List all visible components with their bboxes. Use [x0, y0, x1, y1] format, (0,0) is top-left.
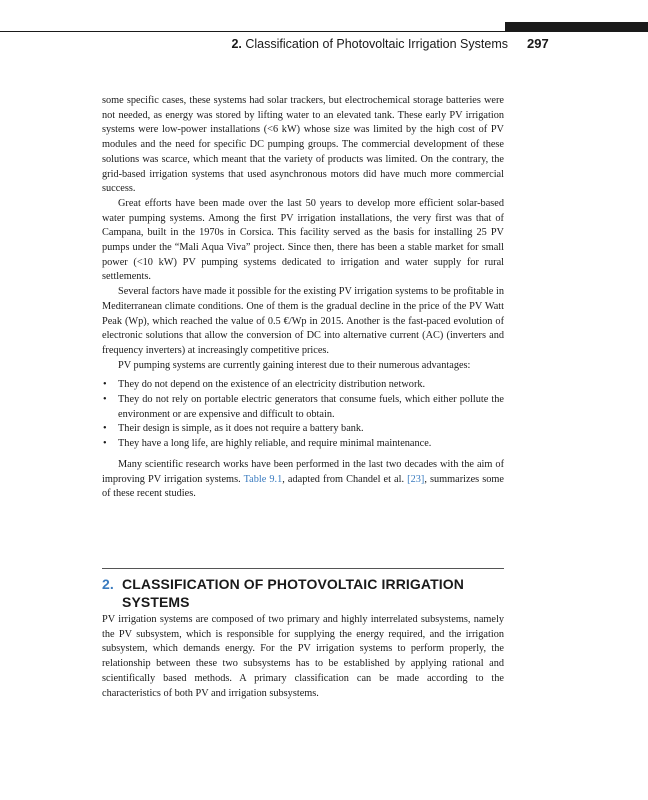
body-text: [102, 94, 504, 502]
header-rule: [0, 31, 648, 32]
list-item: • They do not rely on portable electric generators that consume fuels, which either pollute the environment or are expensive and difficult to obtain.: [102, 393, 504, 422]
list-item: • Their design is simple, as it does not require a battery bank.: [102, 422, 504, 437]
table-reference-link[interactable]: Table 9.1: [243, 473, 283, 485]
list-item: • They do not depend on the existence of an electricity distribution network.: [102, 378, 504, 393]
section-heading: [102, 575, 504, 611]
running-head-title: Classification of Photovoltaic Irrigation Systems: [245, 37, 508, 51]
paragraph-2: Great efforts have been made over the last 50 years to develop more efficient solar-based water pumping systems. Among the first PV irrigation installations, the very first was that of Campana, built in the 1970s in Corsica. This facility served as the basis for installing 25 PV pumps under the “Mali Aqua Viva” project. Since then, there has been a stable market for small power (<10 kW) PV pumping systems dedicated to irrigation and water supply for rural settlements.: [102, 197, 504, 283]
paragraph-5: [102, 458, 504, 502]
paragraph-5-text-c: , summarizes some of these recent studies.: [102, 473, 504, 500]
running-head: [231, 37, 508, 51]
section-title: CLASSIFICATION OF PHOTOVOLTAIC IRRIGATION SYSTEMS: [122, 576, 464, 610]
paragraph-3: Several factors have made it possible for the existing PV irrigation systems to be profitable in Mediterranean climate conditions. One of them is the gradual decline in the price of the PV Watt Peak (Wp), which reached the value of 0.5 €/Wp in 2015. Another is the fast-paced evolution of electronic solutions that allow the conversion of DC into alternative current (AC) (inverters and frequency inverters) at increasingly competitive prices.: [102, 286, 504, 356]
header-bar: [505, 22, 648, 31]
paragraph-4: PV pumping systems are currently gaining interest due to their numerous advantages:: [118, 359, 471, 371]
section-paragraph-1: PV irrigation systems are composed of two primary and highly interrelated subsystems, namely the PV subsystem, which is responsible for supplying the energy required, and the irrigation subsystem, which demands energy. For the PV irrigation systems to perform properly, the relationship between these two subsystems has to be established by applying rational and scientifically based methods. A primary classification can be made according to the characteristics of both PV and irrigation subsystems.: [102, 614, 504, 699]
section-rule: [102, 568, 504, 569]
paragraph-5-text-b: , adapted from Chandel et al.: [282, 473, 408, 485]
section-body: [102, 613, 504, 701]
list-item: • They have a long life, are highly reliable, and require minimal maintenance.: [102, 437, 504, 452]
section-number: 2.: [102, 576, 114, 592]
paragraph-1: some specific cases, these systems had solar trackers, but electrochemical storage batteries were not needed, as energy was stored by lifting water to an elevated tank. These early PV irrigation systems were low-power installations (<6 kW) whose size was limited by the high cost of PV modules and the need for specific DC pumping groups. The commercial development of these solutions was scarce, which meant that the variety of products was limited. On the contrary, the grid-based irrigation systems that used asynchronous motors did have much more commercial success.: [102, 95, 504, 195]
citation-link[interactable]: [23]: [407, 473, 425, 485]
page-number: 297: [527, 36, 549, 51]
paragraph-5-text-a: Many scientific research works have been performed in the last two decades with the aim of improving PV irrigation systems.: [102, 458, 504, 485]
running-head-number: 2.: [231, 37, 242, 51]
advantages-list: [102, 378, 504, 452]
